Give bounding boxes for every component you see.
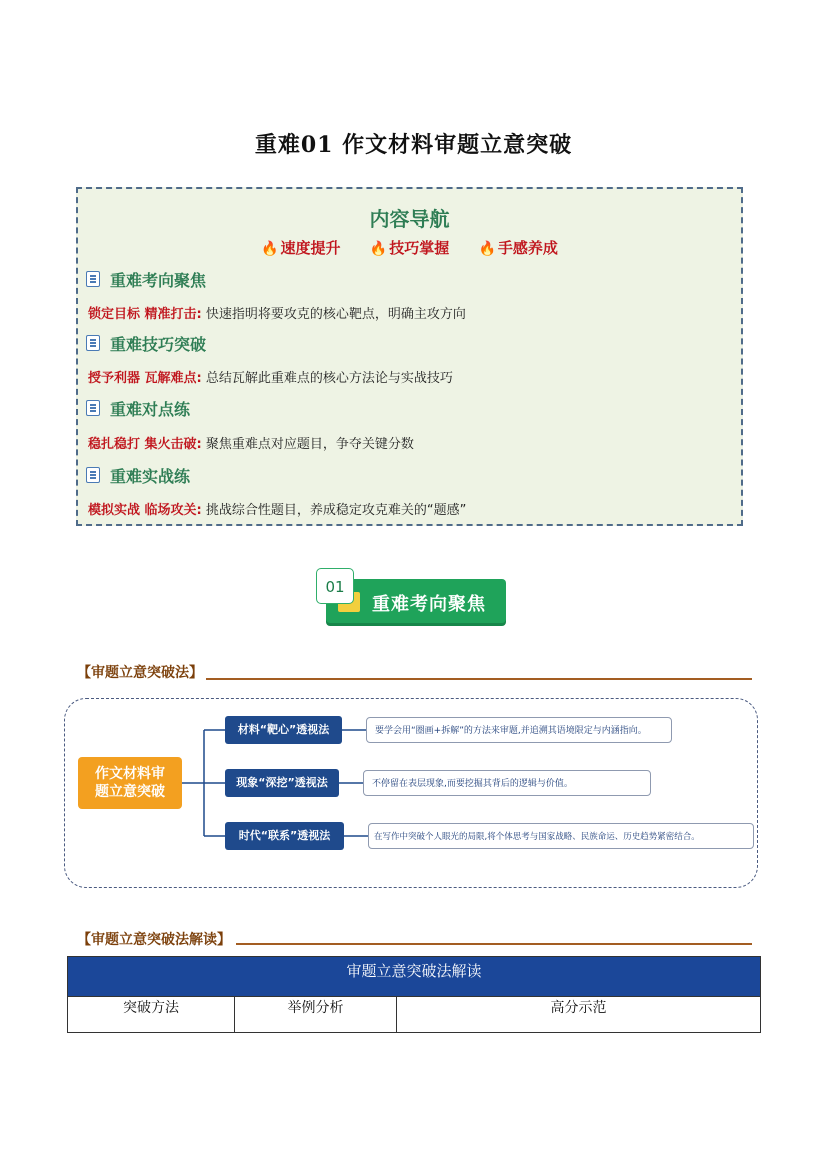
root-node-line: 作文材料审 <box>95 766 165 782</box>
badge-label: 重难考向聚焦 <box>372 594 486 615</box>
mindmap-leaf-node: 不停留在表层现象,而要挖掘其背后的逻辑与价值。 <box>363 770 651 796</box>
flame-icon: 🔥 <box>478 241 496 257</box>
nav-section-key: 模拟实战 临场攻关: <box>88 503 202 518</box>
mindmap-leaf-node: 在写作中突破个人眼光的局限,将个体思考与国家战略、民族命运、历史趋势紧密结合。 <box>368 823 754 849</box>
nav-section-desc-text: 聚焦重难点对应题目，争夺关键分数 <box>205 437 414 452</box>
interpretation-table <box>67 956 761 1033</box>
mindmap-root-node <box>78 757 182 809</box>
nav-tag-label: 手感养成 <box>497 239 558 257</box>
nav-section-desc-text: 挑战综合性题目，养成稳定攻克难关的“题感” <box>205 503 467 518</box>
table-title: 审题立意突破法解读 <box>68 957 761 997</box>
nav-section-heading-label: 重难技巧突破 <box>110 334 207 354</box>
nav-section-heading-label: 重难考向聚焦 <box>110 270 207 290</box>
flame-icon: 🔥 <box>261 241 279 257</box>
page-title: 重难01 作文材料审题立意突破 <box>254 132 573 158</box>
section-heading: 【审题立意突破法解读】 <box>77 932 231 948</box>
flame-icon: 🔥 <box>369 241 388 257</box>
table-column-header: 举例分析 <box>235 997 397 1033</box>
mindmap-branch-node: 时代“联系”透视法 <box>225 822 344 850</box>
nav-section-heading-label: 重难实战练 <box>110 466 191 486</box>
root-node-line: 题立意突破 <box>95 784 165 800</box>
nav-title: 内容导航 <box>369 207 450 231</box>
mindmap-leaf-node: 要学会用“圈画+拆解”的方法来审题,并追溯其语境限定与内涵指向。 <box>366 717 672 743</box>
table-column-header: 突破方法 <box>68 997 235 1033</box>
nav-tag-label: 技巧掌握 <box>389 239 450 257</box>
nav-section-heading-label: 重难对点练 <box>110 399 191 419</box>
nav-section-desc-text: 快速指明将要攻克的核心靶点，明确主攻方向 <box>205 307 466 322</box>
nav-section-key: 锁定目标 精准打击: <box>88 307 202 322</box>
badge-number: 01 <box>316 568 354 604</box>
mindmap-branch-node: 材料“靶心”透视法 <box>225 716 342 744</box>
nav-section-desc-text: 总结瓦解此重难点的核心方法论与实战技巧 <box>205 371 453 386</box>
table-column-header: 高分示范 <box>397 997 761 1033</box>
nav-section-key: 授予利器 瓦解难点: <box>88 371 202 386</box>
section-rule <box>236 943 752 945</box>
mindmap-branch-node: 现象“深挖”透视法 <box>225 769 339 797</box>
nav-tag-label: 速度提升 <box>280 239 341 257</box>
nav-section-key: 稳扎稳打 集火击破: <box>88 437 202 452</box>
section-heading: 【审题立意突破法】 <box>77 665 203 681</box>
